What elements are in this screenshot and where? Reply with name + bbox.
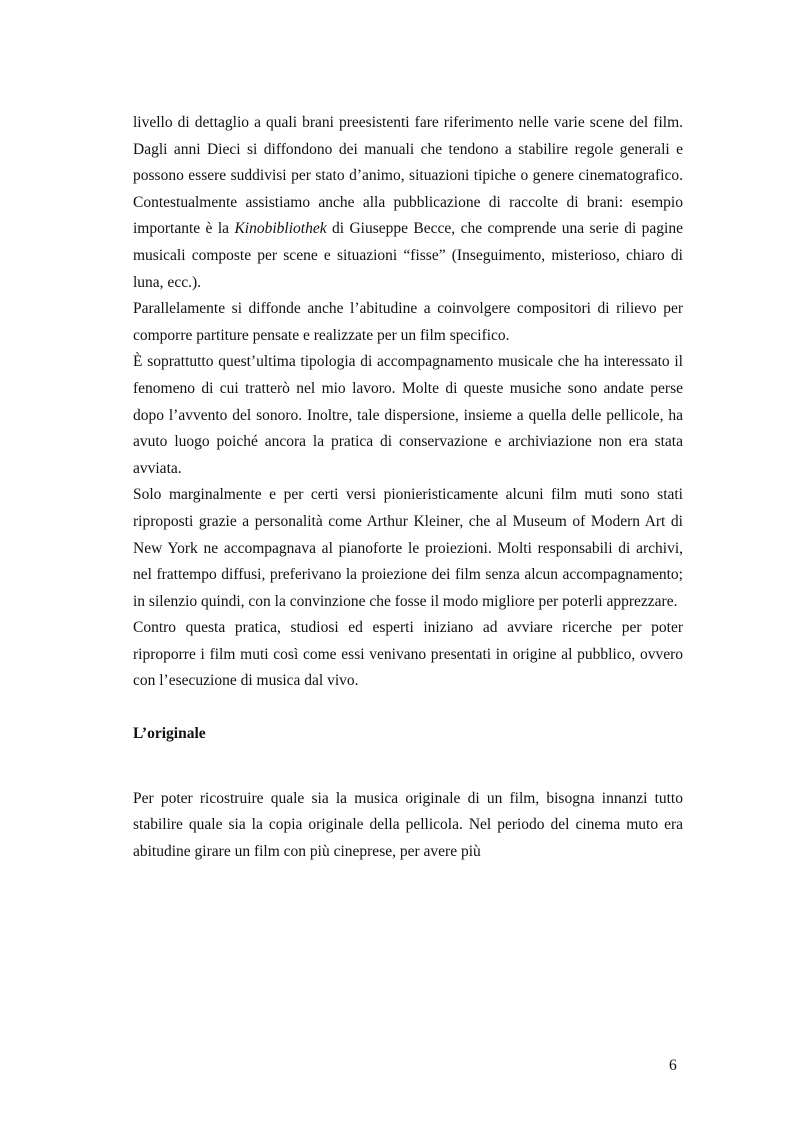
paragraph-3: È soprattutto quest’ultima tipologia di accompagnamento musicale che ha interessato il fenomeno di cui tratterò nel mio lavoro. Molte di queste musiche sono andate perse dopo l’avvento del sonoro. Inoltre, tale dispersione, insieme a quella delle pellicole, ha avuto luogo poiché ancora la pratica di conservazione e archiviazione non era stata avviata.: [133, 353, 683, 477]
paragraph-2: Parallelamente si diffonde anche l’abitudine a coinvolgere compositori di rilievo per comporre partiture pensate e realizzate per un film specifico.: [133, 300, 683, 344]
spacer: [133, 695, 683, 721]
document-page: [133, 110, 683, 865]
paragraph-5: Contro questa pratica, studiosi ed esperti iniziano ad avviare ricerche per poter riproporre i film muti così come essi venivano presentati in origine al pubblico, ovvero con l’esecuzione di musica dal vivo.: [133, 619, 683, 690]
page-number: 6: [669, 1057, 677, 1074]
paragraph-1: [133, 110, 683, 296]
paragraph-1-text-before: livello di dettaglio a quali brani preesistenti fare riferimento nelle varie scene del film. Dagli anni Dieci si diffondono dei manuali che tendono a stabilire regole generali e possono essere suddivisi per stato d’animo, situazioni tipiche o genere cinematografico. Contestualmente assistiamo anche alla pubblicazione di raccolte di brani: esempio importante è la: [133, 114, 683, 238]
spacer: [133, 748, 683, 786]
paragraph-4: Solo marginalmente e per certi versi pionieristicamente alcuni film muti sono stati riproposti grazie a personalità come Arthur Kleiner, che al Museum of Modern Art di New York ne accompagnava al pianoforte le proiezioni. Molti responsabili di archivi, nel frattempo diffusi, preferivano la proiezione dei film senza alcun accompagnamento; in silenzio quindi, con la convinzione che fosse il modo migliore per poterli apprezzare.: [133, 486, 683, 610]
paragraph-1-text-after: di Giuseppe Becce, che comprende una serie di pagine musicali composte per scene e situazioni “fisse” (Inseguimento, misterioso, chiaro di luna, ecc.).: [133, 220, 683, 291]
section-paragraph: Per poter ricostruire quale sia la musica originale di un film, bisogna innanzi tutto stabilire quale sia la copia originale della pellicola. Nel periodo del cinema muto era abitudine girare un film con più cineprese, per avere più: [133, 789, 683, 860]
kinobibliothek-title: Kinobibliothek: [234, 220, 327, 238]
section-heading: L’originale: [133, 725, 206, 743]
